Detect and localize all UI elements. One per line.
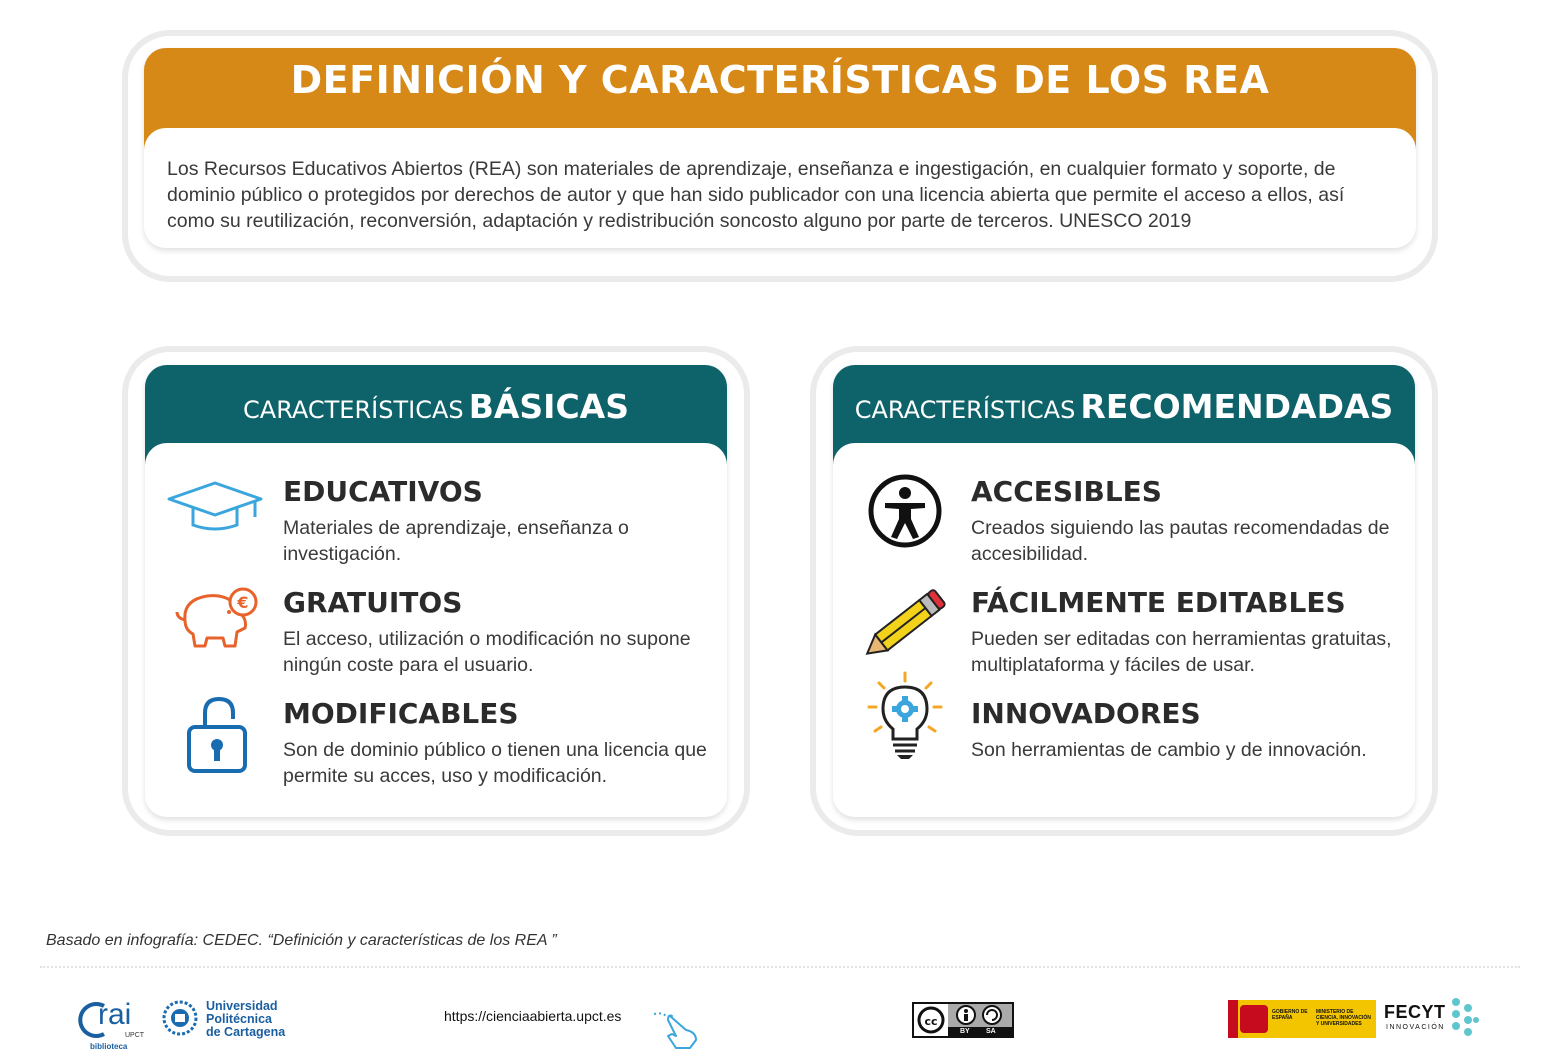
item-desc: El acceso, utilización o modificación no supone ningún coste para el usuario. [283,628,691,676]
svg-text:€: € [237,593,249,612]
item-desc: Pueden ser editadas con herramientas gratuitas, multiplataforma y fáciles de usar. [971,628,1392,676]
recommended-panel [833,365,1415,817]
item-title: GRATUITOS [283,586,463,619]
footer-divider [40,966,1520,968]
recommended-title-light: CARACTERÍSTICAS [854,396,1076,424]
cc-by-sa-badge [912,1002,1014,1038]
footer [0,990,1560,1058]
crai-text: rai [98,998,132,1031]
pointing-hand-icon [650,1004,702,1050]
upct-line1: Universidad [206,999,278,1013]
definition-text: Los Recursos Educativos Abiertos (REA) son materiales de aprendizaje, enseñanza e ingestigación, en cualquier formato y soporte, de dominio público o protegidos por derechos de autor y que han sido publicador con una licencia abierta que permite el acceso a ellos, así como su reutilización, reconversión, adaptación y redistribución soncosto alguno por parte de terceros. UNESCO 2019 [167,158,1345,232]
fecyt-name: FECYT [1384,1002,1446,1022]
gov-text: GOBIERNO DE ESPAÑA [1272,1009,1308,1021]
website-link[interactable]: https://cienciaabierta.upct.es [444,1008,622,1024]
pencil-icon [853,582,953,672]
spain-flag-stripe [1228,1000,1238,1038]
cc-labels [948,1027,1012,1036]
fecyt-sub: INNOVACIÓN [1386,1024,1445,1031]
item-desc: Materiales de aprendizaje, enseñanza o investigación. [283,517,629,565]
cc-by-label: BY [960,1028,970,1035]
open-lock-icon [165,693,265,783]
cc-sa-label: SA [986,1028,996,1035]
upct-name [206,1000,285,1039]
basic-title-bold: BÁSICAS [468,387,629,426]
basic-body [145,443,727,817]
basic-panel [145,365,727,817]
item-title: ACCESIBLES [971,475,1162,508]
item-desc: Son de dominio público o tienen una licencia que permite su acces, uso y modificación. [283,739,707,787]
item-title: INNOVADORES [971,697,1201,730]
graduation-cap-icon [165,475,265,565]
basic-title [145,387,727,426]
item-desc: Son herramientas de cambio y de innovación. [971,739,1367,761]
basic-title-light: CARACTERÍSTICAS [243,396,464,424]
item-title: EDUCATIVOS [283,475,483,508]
page-title: DEFINICIÓN Y CARACTERÍSTICAS DE LOS REA [290,58,1270,102]
coat-of-arms-icon [1240,1005,1268,1033]
recommended-body [833,443,1415,817]
upct-line2: Politécnica [206,1012,272,1026]
definition-panel [144,48,1416,248]
recommended-title-bold: RECOMENDADAS [1080,387,1394,426]
crai-side-text: UPCT [125,1032,145,1039]
source-credit: Basado en infografía: CEDEC. “Definición y características de los REA ” [46,932,557,949]
upct-seal-icon [162,1000,198,1036]
cc-icon [914,1004,948,1036]
accessibility-icon [853,471,953,561]
upct-line3: de Cartagena [206,1025,286,1039]
by-sa-icons [948,1004,1012,1027]
lightbulb-gear-icon [853,669,953,765]
piggy-bank-icon [165,580,265,670]
crai-sub-text: biblioteca [90,1042,128,1051]
ministry-text: MINISTERIO DE CIENCIA, INNOVACIÓN Y UNIVERSIDADES [1316,1009,1371,1027]
ministry-logo [1228,1000,1376,1038]
item-title: FÁCILMENTE EDITABLES [971,586,1346,619]
fecyt-molecule-icon [1446,996,1480,1038]
item-title: MODIFICABLES [283,697,519,730]
svg-text:cc: cc [924,1015,938,1028]
recommended-title [833,387,1415,426]
item-desc: Creados siguiendo las pautas recomendadas de accesibilidad. [971,517,1390,565]
crai-logo [78,996,148,1052]
